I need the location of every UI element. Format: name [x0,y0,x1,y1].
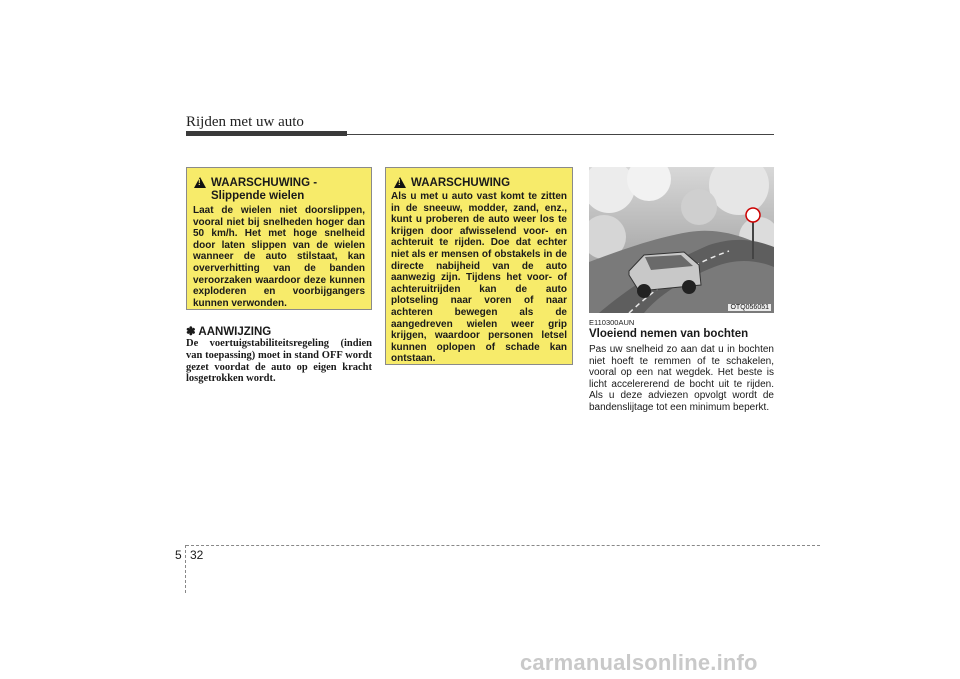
header-rule [347,134,774,135]
note-title: ✽ AANWIJZING [186,326,272,338]
car-on-curve-illustration [589,167,774,313]
section-body: Pas uw snelheid zo aan dat u in bochten niet hoeft te remmen of te schakelen, vooral op een nat wegdek. Het beste is licht accelererend de bocht uit te rijden. Als u deze adviezen opvolgt wordt de bandenslijtage tot een minimum beperkt. [589,344,774,413]
section-code: E110300AUN [589,318,635,327]
warning-triangle-icon [394,177,406,188]
section-title: Vloeiend nemen van bochten [589,328,749,340]
warning-triangle-icon [194,177,206,188]
header-bar [186,131,347,136]
warning-body: Als u met u auto vast komt te zitten in de sneeuw, modder, zand, enz., kunt u proberen de auto weer los te krijgen door afwisselend voor- en achteruit te rijden. Doe dat echter niet als er mensen of obstakels in de directe nabijheid van de auto aanwezig zijn. Tijdens het voor- of achteruitrijden kan de auto plotseling naar voren of naar achteren bewegen als de aangedreven wielen weer grip krijgen, waardoor personen letsel kunnen oplopen of schade kan ontstaan. [391,191,567,365]
chapter-number: 5 [175,548,182,562]
figure-caption: OTQ056051 [730,304,769,311]
warning-box-wheelspin [186,167,372,310]
footer-divider [185,545,186,593]
footer-rule [186,545,820,546]
page-header-title: Rijden met uw auto [186,114,304,130]
page-number: 32 [190,548,204,562]
warning-box-stuck [385,167,573,365]
warning-subtitle: Slippende wielen [211,190,305,202]
watermark: carmanualsonline.info [520,650,758,675]
curve-road-photo [589,167,774,313]
warning-body: Laat de wielen niet doorslippen, vooral niet bij snelheden hoger dan 50 km/h. Het met hoge snelheid door laten slippen van de wielen wanneer de auto stilstaat, kan oververhitting van de banden veroorzaken waardoor deze kunnen exploderen en voorbijgangers kunnen verwonden. [193,205,365,309]
warning-title: WAARSCHUWING [411,177,511,189]
note-body: De voertuigstabiliteitsregeling (indien van toepassing) moet in stand OFF wordt gezet voordat de auto op eigen kracht losgetrokken wordt. [186,338,372,385]
warning-title: WAARSCHUWING - [211,177,318,189]
